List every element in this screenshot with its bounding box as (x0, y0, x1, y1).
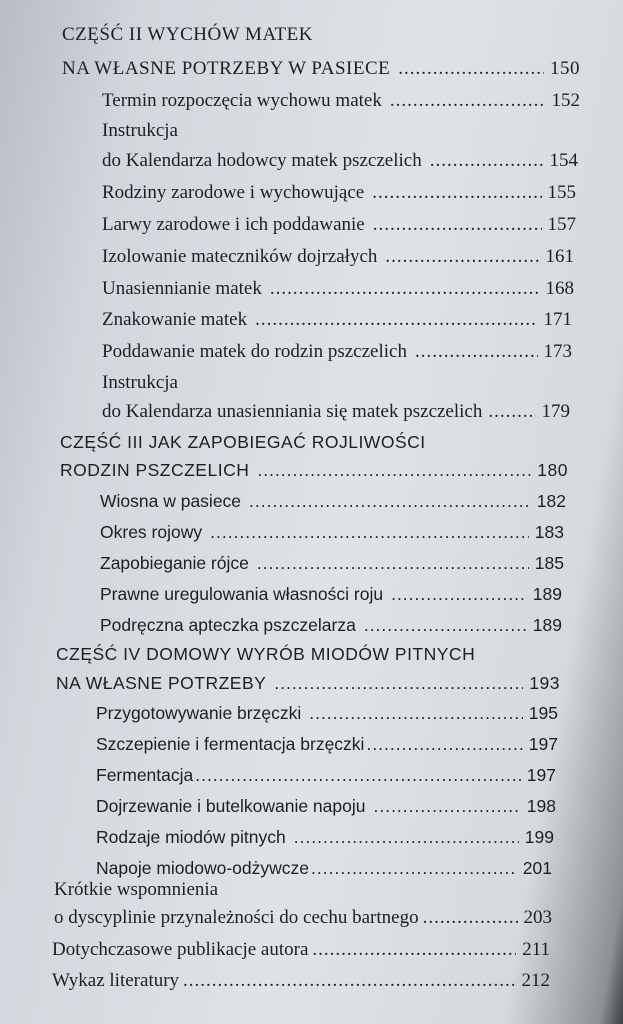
page-number: 154 (549, 150, 578, 171)
leader-dots (430, 150, 544, 172)
entry-title: Napoje miodowo-odżywcze (96, 858, 310, 878)
leader-dots (373, 214, 542, 236)
page-number: 168 (545, 278, 574, 299)
leader-dots (488, 401, 535, 423)
page-number: 189 (532, 584, 562, 604)
toc-entry[interactable] (96, 702, 558, 724)
leader-dots (423, 907, 518, 929)
toc-entry[interactable] (102, 278, 574, 300)
toc-entry-part-3[interactable] (60, 459, 568, 481)
entry-title: NA WŁASNE POTRZEBY (56, 673, 267, 693)
leader-dots (373, 795, 520, 817)
leader-dots (210, 521, 529, 543)
entry-title: Szczepienie i fermentacja brzęczki (96, 734, 365, 754)
page-number: 182 (536, 491, 566, 511)
page-number: 161 (545, 246, 574, 267)
entry-title: Rodzaje miodów pitnych (96, 827, 286, 847)
toc-entry[interactable] (102, 246, 574, 268)
entry-title: NA WŁASNE POTRZEBY W PASIECE (62, 58, 391, 79)
entry-title: Prawne uregulowania własności roju (100, 584, 384, 604)
toc-entry[interactable] (52, 939, 550, 961)
entry-title: Poddawanie matek do rodzin pszczelich (102, 341, 407, 362)
entry-title: Wiosna w pasiece (100, 491, 242, 511)
entry-title: do Kalendarza unasienniania się matek pszczelich (102, 401, 483, 422)
toc-entry[interactable] (52, 970, 550, 992)
leader-dots (257, 552, 529, 574)
leader-dots (415, 341, 538, 363)
page-number: 180 (537, 460, 568, 480)
page-number: 173 (543, 341, 572, 362)
entry-title-line1: Instrukcja (102, 120, 178, 141)
page-number: 211 (522, 939, 550, 960)
entry-title: Termin rozpoczęcia wychowu matek (102, 90, 382, 111)
toc-entry[interactable] (96, 795, 556, 817)
entry-title: Dotychczasowe publikacje autora (52, 939, 309, 960)
leader-dots (390, 90, 546, 112)
page-number: 193 (529, 673, 560, 693)
page-number: 212 (521, 970, 550, 991)
leader-dots (257, 459, 531, 481)
toc-entry-part-2[interactable] (62, 58, 580, 80)
leader-dots (366, 733, 522, 755)
toc-entry[interactable] (100, 521, 564, 543)
entry-title: Rodziny zarodowe i wychowujące (102, 182, 365, 203)
entry-title: Larwy zarodowe i ich poddawanie (102, 214, 365, 235)
toc-entry[interactable] (54, 907, 552, 929)
leader-dots (294, 826, 519, 848)
toc-entry[interactable] (102, 182, 576, 204)
part-2-heading-line1: CZĘŚĆ II WYCHÓW MATEK (62, 24, 313, 45)
page-number: 201 (522, 858, 552, 878)
part-4-heading-line1: CZĘŚĆ IV DOMOWY WYRÓB MIODÓW PITNYCH (56, 644, 476, 664)
leader-dots (195, 764, 521, 786)
leader-dots (372, 182, 541, 204)
leader-dots (385, 246, 539, 268)
toc-entry[interactable] (100, 583, 562, 605)
toc-entry[interactable] (102, 309, 572, 331)
entry-title: Unasiennianie matek (102, 278, 262, 299)
page-number: 157 (547, 214, 576, 235)
leader-dots (249, 490, 531, 512)
toc-entry[interactable] (96, 857, 552, 879)
leader-dots (270, 278, 540, 300)
page-number: 183 (534, 522, 564, 542)
entry-title: Izolowanie mateczników dojrzałych (102, 246, 378, 267)
leader-dots (312, 939, 516, 961)
leader-dots (309, 702, 523, 724)
page-number: 195 (528, 703, 558, 723)
entry-title: Okres rojowy (100, 522, 203, 542)
leader-dots (274, 672, 523, 694)
toc-entry-part-4[interactable] (56, 672, 560, 694)
page-number: 185 (534, 553, 564, 573)
leader-dots (391, 583, 527, 605)
entry-title: do Kalendarza hodowcy matek pszczelich (102, 150, 422, 171)
leader-dots (364, 614, 527, 636)
page-number: 199 (524, 827, 554, 847)
toc-entry[interactable] (100, 552, 564, 574)
part-3-heading-line1: CZĘŚĆ III JAK ZAPOBIEGAĆ ROJLIWOŚCI (60, 432, 426, 452)
leader-dots (183, 970, 515, 992)
toc-entry[interactable] (102, 150, 578, 172)
entry-title-line1: Krótkie wspomnienia (54, 879, 219, 900)
leader-dots (255, 309, 537, 331)
toc-entry[interactable] (102, 401, 570, 423)
toc-entry[interactable] (102, 90, 580, 112)
entry-title: o dyscyplinie przynależności do cechu bartnego (54, 907, 419, 928)
toc-entry[interactable] (96, 764, 556, 786)
page-number: 189 (532, 615, 562, 635)
leader-dots (398, 58, 544, 80)
entry-title: RODZIN PSZCZELICH (60, 460, 250, 480)
page-number: 203 (523, 907, 552, 928)
entry-title: Dojrzewanie i butelkowanie napoju (96, 796, 366, 816)
entry-title-line1: Instrukcja (102, 372, 178, 393)
toc-entry[interactable] (96, 733, 558, 755)
page-number: 179 (541, 401, 570, 422)
toc-entry[interactable] (100, 614, 562, 636)
page-number: 197 (528, 734, 558, 754)
page-number: 155 (547, 182, 576, 203)
entry-title: Podręczna apteczka pszczelarza (100, 615, 356, 635)
entry-title: Fermentacja (96, 765, 194, 785)
toc-entry[interactable] (96, 826, 554, 848)
toc-entry[interactable] (100, 490, 566, 512)
page-number: 152 (551, 90, 580, 111)
entry-title: Zapobieganie rójce (100, 553, 249, 573)
page-number: 150 (550, 58, 580, 79)
page-number: 171 (543, 309, 572, 330)
entry-title: Znakowanie matek (102, 309, 248, 330)
entry-title: Wykaz literatury (52, 970, 180, 991)
page-number: 198 (526, 796, 556, 816)
toc-entry[interactable] (102, 214, 576, 236)
entry-title: Przygotowywanie brzęczki (96, 703, 302, 723)
leader-dots (311, 857, 517, 879)
page-number: 197 (526, 765, 556, 785)
toc-entry[interactable] (102, 341, 572, 363)
